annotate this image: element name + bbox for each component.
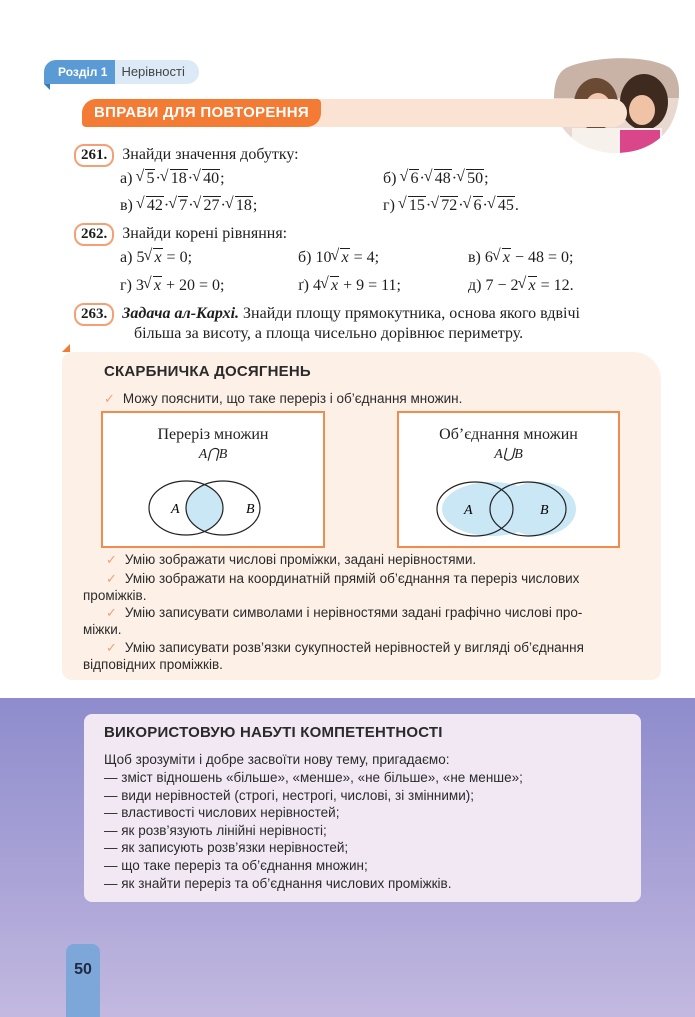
sqrt: √ x (519, 277, 537, 295)
venn-intersection-panel (101, 411, 325, 548)
sqrt: √ 72 (431, 197, 458, 215)
ex262-v: в) 6√ x − 48 = 0; (468, 249, 574, 267)
list-item: — зміст відношень «більше», «менше», «не більше», «не менше»; (104, 770, 523, 785)
sqrt: √ x (321, 277, 339, 295)
check-icon: ✓ (106, 571, 117, 586)
item-label: а) (120, 249, 133, 266)
sqrt: √ x (144, 277, 162, 295)
exercise-prompt: Знайди значення добутку: (122, 146, 299, 163)
achievement-item: ✓ Умію записувати розв’язки сукупностей нерівностей у вигляді об’єднання (106, 640, 584, 655)
set-b-label: B (246, 502, 255, 517)
sqrt: √ 27 (194, 197, 221, 215)
exercise-number: 261. (74, 144, 114, 167)
achievement-item: ✓ Умію зображати числові проміжки, задані нерівностями. (106, 552, 477, 567)
venn-intersection-diagram (103, 413, 323, 546)
ex261-g: г) √ 15·√ 72·√ 6·√ 45. (383, 197, 519, 215)
check-icon: ✓ (106, 640, 117, 655)
sqrt: √ 7 (169, 197, 188, 215)
competence-list (104, 769, 523, 892)
item-label: б) (383, 170, 397, 187)
item-label: в) (468, 249, 481, 266)
check-icon: ✓ (106, 552, 117, 567)
list-item: — види нерівностей (строгі, нестрогі, числові, зі змінними); (104, 787, 474, 803)
achievements-title: СКАРБНИЧКА ДОСЯГНЕНЬ (104, 363, 311, 380)
venn-union-panel (397, 411, 620, 548)
item-label: б) (298, 249, 312, 266)
ex262-a: а) 5√ x = 0; (120, 249, 192, 267)
achievement-item-cont: проміжків. (83, 588, 147, 603)
exercise-prompt: Знайди корені рівняння: (122, 225, 288, 242)
set-a-label: A (464, 503, 473, 518)
list-item: — як розв’язують лінійні нерівності; (104, 822, 327, 838)
check-icon: ✓ (104, 391, 115, 406)
exercise-title: Задача ал-Кархі. (122, 305, 240, 322)
venn-formula: A⋃B (494, 447, 523, 462)
competence-intro: Щоб зрозуміти і добре засвоїти нову тему, пригадаємо: (104, 752, 450, 767)
sqrt: √ 15 (399, 197, 426, 215)
venn-formula: A⋂B (198, 447, 228, 462)
review-title: ВПРАВИ ДЛЯ ПОВТОРЕННЯ (82, 99, 321, 127)
sqrt: √ x (331, 249, 349, 267)
ex262-gg: ґ) 4√ x + 9 = 11; (298, 277, 401, 295)
exercise-263 (74, 303, 580, 326)
sqrt: √ 18 (161, 170, 188, 188)
item-label: ґ) (298, 277, 309, 294)
sqrt: √ 18 (226, 197, 253, 215)
item-label: а) (120, 170, 133, 187)
ex262-g: г) 3√ x + 20 = 0; (120, 277, 225, 295)
venn-union-diagram (399, 413, 618, 546)
ex262-b: б) 10√ x = 4; (298, 249, 379, 267)
list-item: — як записують розв’язки нерівностей; (104, 840, 349, 856)
set-a-label: A (171, 502, 180, 517)
list-item: — властивості числових нерівностей; (104, 805, 340, 821)
venn-title: Переріз множин (157, 426, 269, 443)
section-name: Нерівності (115, 60, 198, 84)
achievement-item-cont: відповідних проміжків. (83, 657, 223, 672)
ex261-v: в) √ 42·√ 7·√ 27·√ 18; (120, 197, 257, 215)
sqrt: √ x (144, 249, 162, 267)
check-icon: ✓ (106, 605, 117, 620)
achievement-item: ✓ Умію зображати на координатній прямій об’єднання та переріз числових (106, 571, 580, 586)
sqrt: √ 40 (193, 170, 220, 188)
set-b-label: B (540, 503, 549, 518)
item-label: в) (120, 197, 133, 214)
competence-title: ВИКОРИСТОВУЮ НАБУТІ КОМПЕТЕНТНОСТІ (104, 724, 443, 741)
achievement-item: ✓ Можу пояснити, що таке переріз і об’єднання множин. (104, 391, 463, 406)
exercise-261 (74, 144, 299, 167)
exercise-number: 262. (74, 223, 114, 246)
section-tag-tail (44, 84, 50, 90)
sqrt: √ 6 (400, 170, 419, 188)
sqrt: √ x (493, 249, 511, 267)
sqrt: √ 5 (136, 170, 155, 188)
sqrt: √ 6 (464, 197, 483, 215)
page-number: 50 (66, 944, 100, 1017)
exercise-number: 263. (74, 303, 114, 326)
sqrt: √ 45 (488, 197, 515, 215)
exercise-262 (74, 223, 287, 246)
sqrt: √ 50 (457, 170, 484, 188)
ex262-d: д) 7 − 2√ x = 12. (468, 277, 574, 295)
achievement-item: ✓ Умію записувати символами і нерівностями задані графічно числові про- (106, 605, 583, 620)
item-label: г) (383, 197, 395, 214)
item-label: д) (468, 277, 482, 294)
ex261-b: б) √ 6·√ 48·√ 50; (383, 170, 489, 188)
exercise-text-cont: більша за висоту, а площа чисельно дорівнює периметру. (134, 325, 524, 342)
sqrt: √ 42 (137, 197, 164, 215)
section-tag (44, 60, 199, 84)
sqrt: √ 48 (425, 170, 452, 188)
ex261-a: а) √ 5·√ 18·√ 40; (120, 170, 225, 188)
list-item: — що таке переріз та об’єднання множин; (104, 857, 368, 873)
section-label: Розділ 1 (44, 60, 115, 84)
venn-title: Об’єднання множин (439, 426, 578, 443)
achievements-corner (62, 344, 70, 352)
list-item: — як знайти переріз та об’єднання числових проміжків. (104, 875, 452, 891)
item-label: г) (120, 277, 132, 294)
achievement-item-cont: міжки. (83, 622, 122, 637)
exercise-text: Знайди площу прямокутника, основа якого вдвічі (243, 305, 580, 322)
